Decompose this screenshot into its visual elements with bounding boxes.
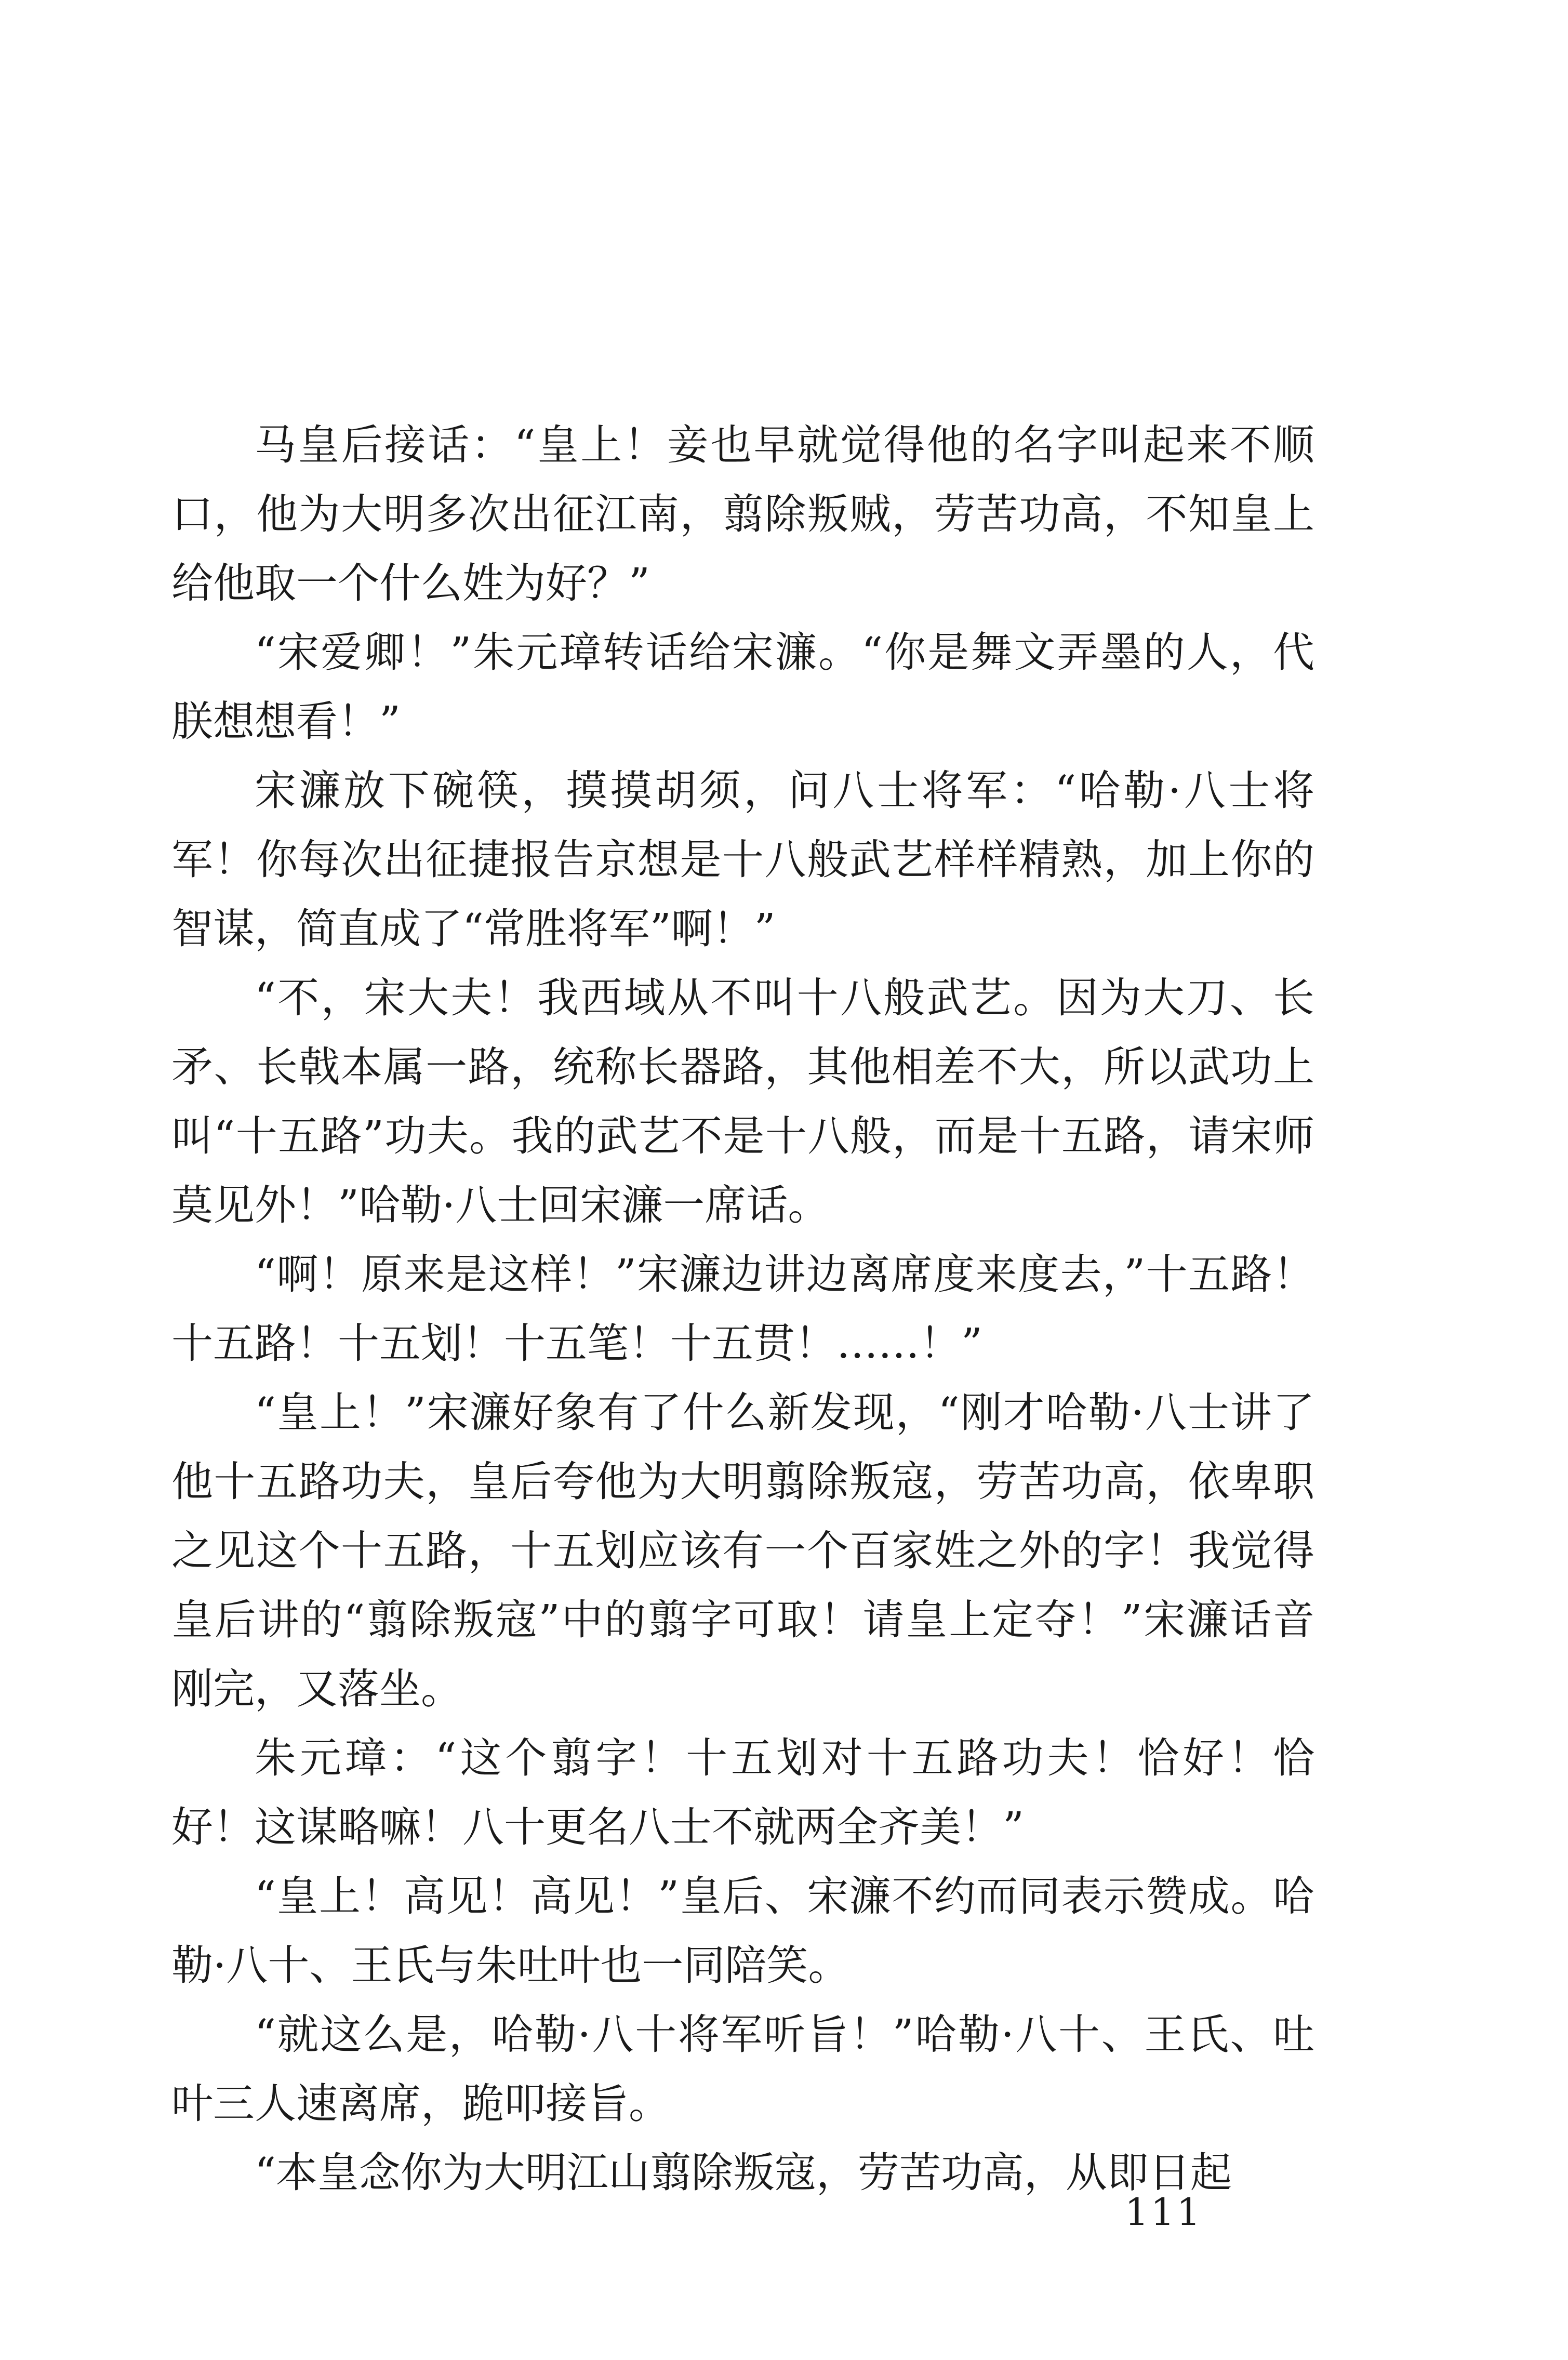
paragraph: “宋爱卿！”朱元璋转话给宋濂。“你是舞文弄墨的人，代朕想想看！” [171,628,1314,746]
body-text [171,410,1314,2207]
paragraph: “就这么是，哈勒·八十将军听旨！”哈勒·八十、王氏、吐叶三人速离席，跪叩接旨。 [171,2010,1314,2128]
paragraph: “皇上！”宋濂好象有了什么新发现，“刚才哈勒·八士讲了他十五路功夫，皇后夸他为大明翦除叛寇，劳苦功高，依卑职之见这个十五路，十五划应该有一个百家姓之外的字！我觉得皇后讲的“翦除叛寇”中的翦字可取！请皇上定夺！”宋濂话音刚完，又落坐。 [171,1388,1314,1713]
paragraph: “本皇念你为大明江山翦除叛寇，劳苦功高，从即日起 [255,2149,1232,2197]
paragraph: “不，宋大夫！我西域从不叫十八般武艺。因为大刀、长矛、长戟本属一路，统称长器路，其他相差不大，所以武功上叫“十五路”功夫。我的武艺不是十八般，而是十五路，请宋师莫见外！”哈勒·八士回宋濂一席话。 [171,974,1314,1229]
paragraph: 马皇后接话：“皇上！妾也早就觉得他的名字叫起来不顺口，他为大明多次出征江南，翦除叛贼，劳苦功高，不知皇上给他取一个什么姓为好？” [171,421,1314,607]
paragraph: 朱元璋：“这个翦字！十五划对十五路功夫！恰好！恰好！这谋略嘛！八十更名八士不就两全齐美！” [171,1734,1314,1851]
page-number: 111 [1125,2190,1203,2234]
paragraph: “啊！原来是这样！”宋濂边讲边离席度来度去，”十五路！十五路！十五划！十五笔！十五贯！……！” [171,1250,1314,1368]
paragraph: “皇上！高见！高见！”皇后、宋濂不约而同表示赞成。哈勒·八十、王氏与朱吐叶也一同陪笑。 [171,1872,1314,1990]
paragraph: 宋濂放下碗筷，摸摸胡须，问八士将军：“哈勒·八士将军！你每次出征捷报告京想是十八般武艺样样精熟，加上你的智谋，简直成了“常胜将军”啊！” [171,766,1314,953]
